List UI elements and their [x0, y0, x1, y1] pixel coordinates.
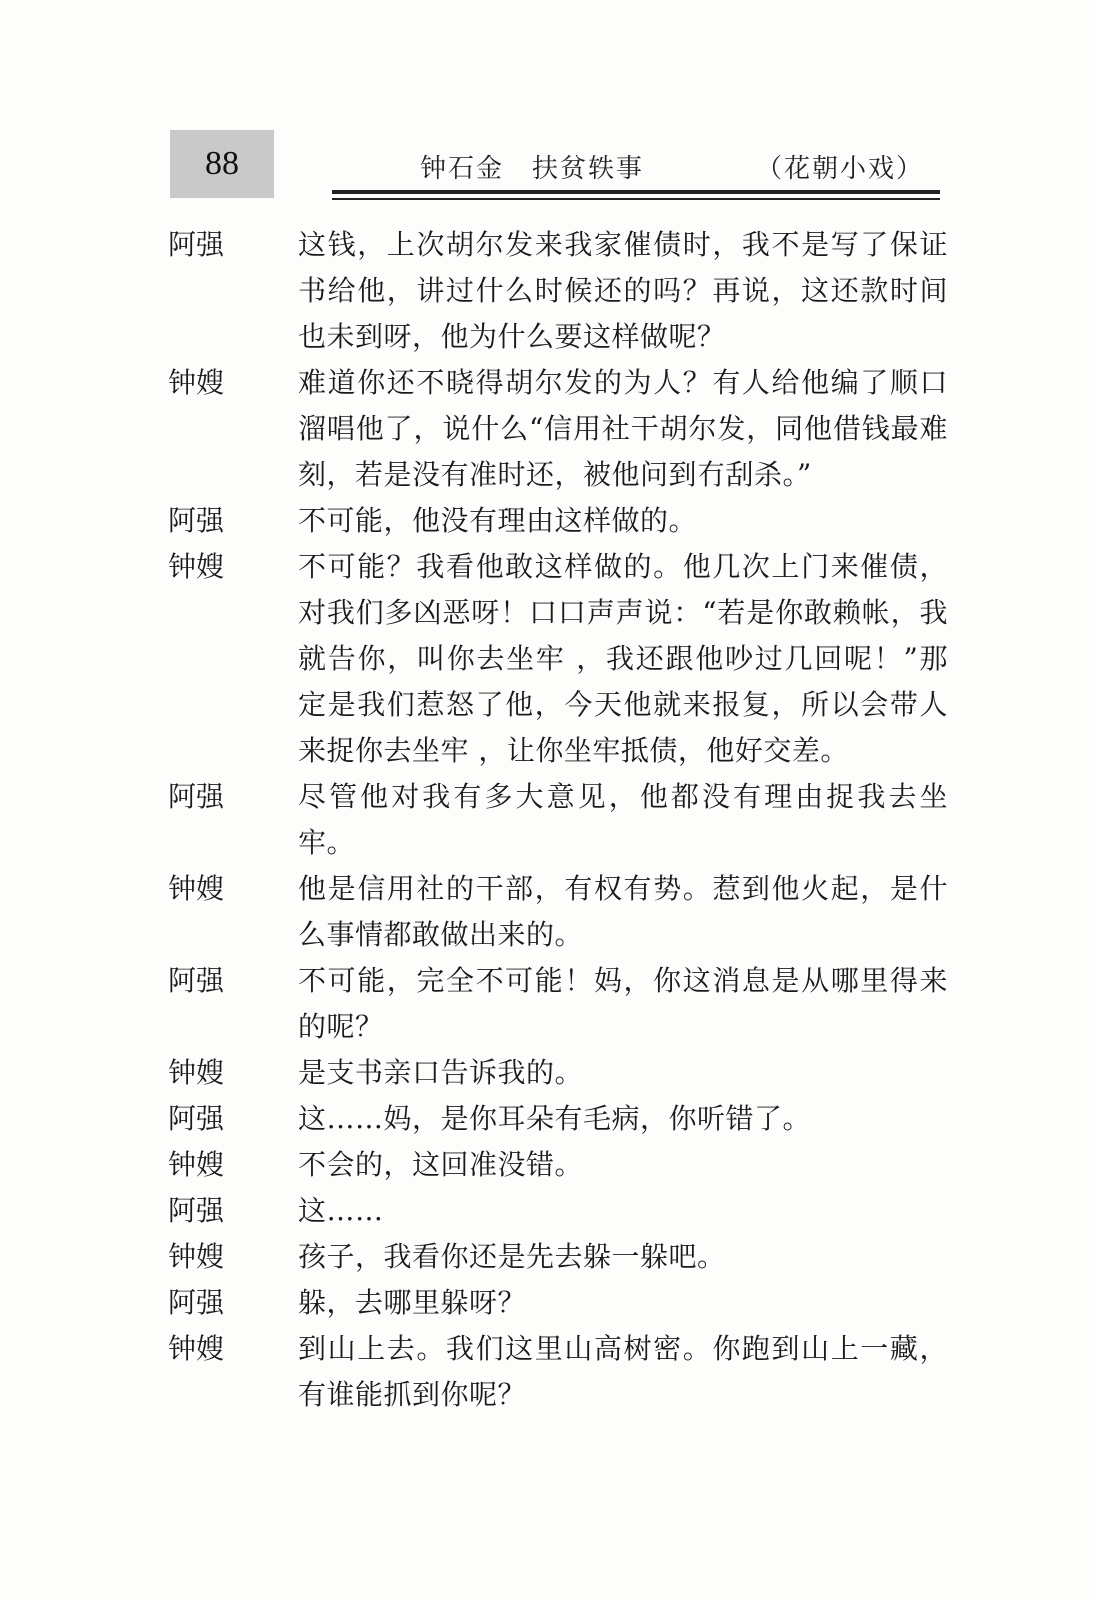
dialogue-line: 躲，去哪里躲呀？: [298, 1286, 527, 1319]
dialogue-turn: [168, 222, 948, 360]
dialogue-line: 孩子，我看你还是先去躲一躲吧。: [298, 1240, 726, 1273]
dialogue-turn: [168, 1142, 948, 1188]
header-rule-thin: [332, 198, 940, 200]
dialogue-line: 难道你还不晓得胡尔发的为人？有人给他编了顺口溜唱他了，说什么“信用社干胡尔发，同他借钱最难刻，若是没有准时还，被他问到冇刮杀。”: [298, 366, 948, 491]
dialogue-turn: [168, 774, 948, 866]
speaker-name: 钟嫂: [168, 550, 225, 583]
speaker-name: 钟嫂: [168, 366, 225, 399]
dialogue-line: 这钱，上次胡尔发来我家催债时，我不是写了保证书给他，讲过什么时候还的吗？再说，这还款时间也未到呀，他为什么要这样做呢？: [298, 228, 948, 353]
speaker-name: 钟嫂: [168, 1148, 225, 1181]
dialogue-turn: [168, 1234, 948, 1280]
running-head-genre: （花朝小戏）: [756, 154, 925, 184]
dialogue-line: 他是信用社的干部，有权有势。惹到他火起，是什么事情都敢做出来的。: [298, 872, 948, 951]
dialogue-turn: [168, 958, 948, 1050]
dialogue-turn: [168, 866, 948, 958]
dialogue-turn: [168, 1050, 948, 1096]
dialogue-turn: [168, 360, 948, 498]
speaker-name: 阿强: [168, 780, 225, 813]
page-number-box: [170, 130, 274, 198]
dialogue-line: 不会的，这回准没错。: [298, 1148, 584, 1181]
running-head-title: 钟石金 扶贫轶事: [420, 154, 645, 184]
speaker-name: 阿强: [168, 1286, 225, 1319]
speaker-name: 阿强: [168, 1102, 225, 1135]
dialogue-line: 不可能？我看他敢这样做的。他几次上门来催债，对我们多凶恶呀！口口声声说：“若是你敢赖帐，我就告你，叫你去坐牢 ，我还跟他吵过几回呢！”那定是我们惹怒了他，今天他就来报复，所以会带人来捉你去坐牢 ，让你坐牢抵债，他好交差。: [298, 550, 948, 767]
speaker-name: 阿强: [168, 504, 225, 537]
speaker-name: 阿强: [168, 964, 225, 997]
script-body: [168, 222, 948, 1418]
dialogue-line: 是支书亲口告诉我的。: [298, 1056, 584, 1089]
dialogue-turn: [168, 1188, 948, 1234]
dialogue-line: 不可能，完全不可能！妈，你这消息是从哪里得来的呢？: [298, 964, 948, 1043]
speaker-name: 钟嫂: [168, 872, 225, 905]
speaker-name: 钟嫂: [168, 1240, 225, 1273]
dialogue-line: 这……妈，是你耳朵有毛病，你听错了。: [298, 1102, 812, 1135]
dialogue-turn: [168, 544, 948, 774]
dialogue-line: 不可能，他没有理由这样做的。: [298, 504, 698, 537]
dialogue-turn: [168, 1096, 948, 1142]
speaker-name: 阿强: [168, 228, 225, 261]
dialogue-turn: [168, 498, 948, 544]
speaker-name: 钟嫂: [168, 1056, 225, 1089]
header-rule-thick: [332, 190, 940, 194]
page-number: 88: [205, 145, 239, 182]
dialogue-turn: [168, 1280, 948, 1326]
dialogue-line: 到山上去。我们这里山高树密。你跑到山上一藏，有谁能抓到你呢？: [298, 1332, 948, 1411]
dialogue-line: 这……: [298, 1194, 384, 1227]
dialogue-turn: [168, 1326, 948, 1418]
running-head: [420, 138, 940, 188]
dialogue-line: 尽管他对我有多大意见，他都没有理由捉我去坐牢。: [298, 780, 948, 859]
speaker-name: 阿强: [168, 1194, 225, 1227]
speaker-name: 钟嫂: [168, 1332, 225, 1365]
